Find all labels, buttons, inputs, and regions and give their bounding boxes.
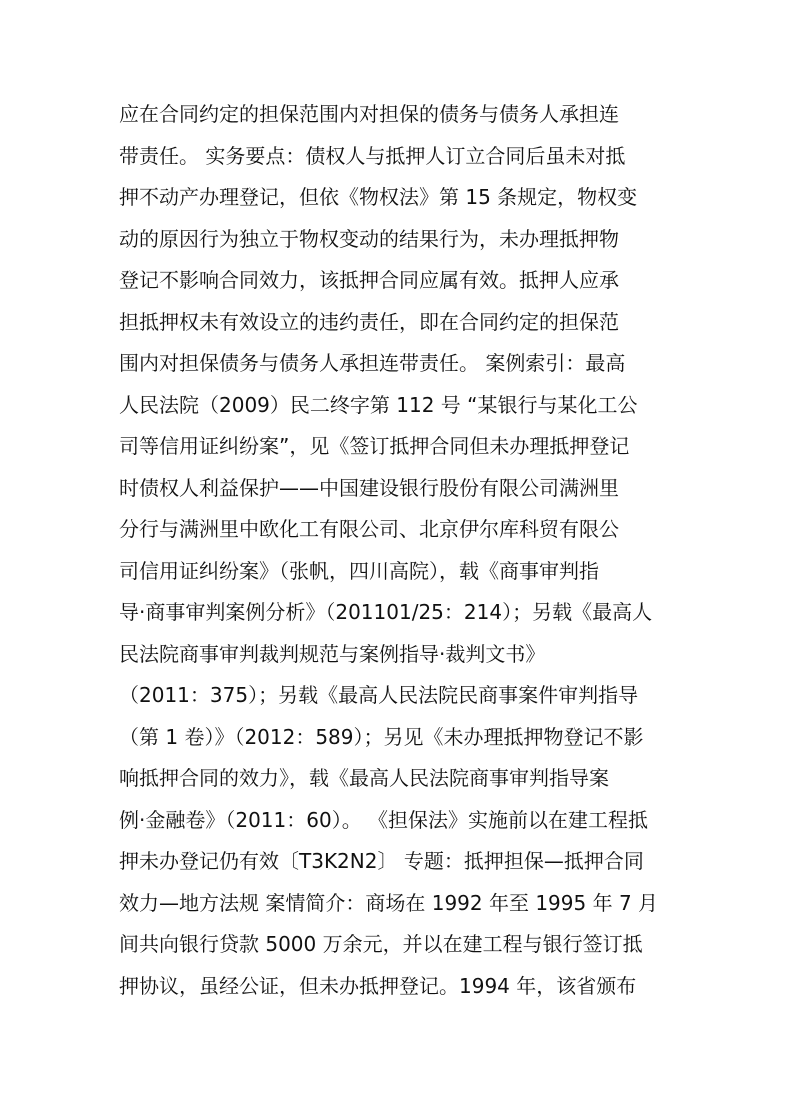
text-line: 效力—地方法规 案情简介：商场在 1992 年至 1995 年 7 月 bbox=[119, 890, 659, 915]
text-line: 响抵押合同的效力》，载《最高人民法院商事审判指导案 bbox=[119, 766, 609, 790]
text-line: （2011：375）；另载《最高人民法院民商事案件审判指导 bbox=[119, 683, 639, 707]
text-line: 司等信用证纠纷案”，见《签订抵押合同但未办理抵押登记 bbox=[119, 434, 630, 458]
text-line: 司信用证纠纷案》（张帆，四川高院），载《商事审判指 bbox=[119, 558, 599, 583]
text-line: 押不动产办理登记，但依《物权法》第 15 条规定，物权变 bbox=[119, 185, 638, 209]
text-line: 围内对担保债务与债务人承担连带责任。 案例索引：最高 bbox=[119, 351, 626, 375]
text-line: 民法院商事审判裁判规范与案例指导·裁判文书》 bbox=[119, 641, 546, 666]
text-line: 导·商事审判案例分析》（201101/25：214）；另载《最高人 bbox=[119, 600, 653, 624]
text-line: 动的原因行为独立于物权变动的结果行为，未办理抵押物 bbox=[119, 226, 619, 251]
text-line: 时债权人利益保护——中国建设银行股份有限公司满洲里 bbox=[119, 475, 619, 500]
text-line: 押协议，虽经公证，但未办抵押登记。1994 年，该省颁布 bbox=[119, 973, 637, 998]
text-line: 人民法院（2009）民二终字第 112 号 “某银行与某化工公 bbox=[119, 392, 638, 417]
text-line: （第 1 卷）》（2012：589）；另见《未办理抵押物登记不影 bbox=[119, 724, 644, 749]
body-text bbox=[119, 94, 679, 1007]
text-line: 担抵押权未有效设立的违约责任，即在合同约定的担保范 bbox=[119, 309, 619, 334]
text-line: 间共向银行贷款 5000 万余元，并以在建工程与银行签订抵 bbox=[119, 932, 643, 956]
text-line: 应在合同约定的担保范围内对担保的债务与债务人承担连 bbox=[119, 102, 619, 126]
text-line: 分行与满洲里中欧化工有限公司、北京伊尔库科贸有限公 bbox=[119, 517, 619, 541]
text-line: 登记不影响合同效力，该抵押合同应属有效。抵押人应承 bbox=[119, 268, 619, 292]
text-line: 例·金融卷》（2011：60）。 《担保法》实施前以在建工程抵 bbox=[119, 807, 649, 832]
text-line: 押未办登记仍有效〔T3K2N2〕 专题：抵押担保—抵押合同 bbox=[119, 849, 644, 873]
text-line: 带责任。 实务要点：债权人与抵押人订立合同后虽未对抵 bbox=[119, 143, 626, 168]
